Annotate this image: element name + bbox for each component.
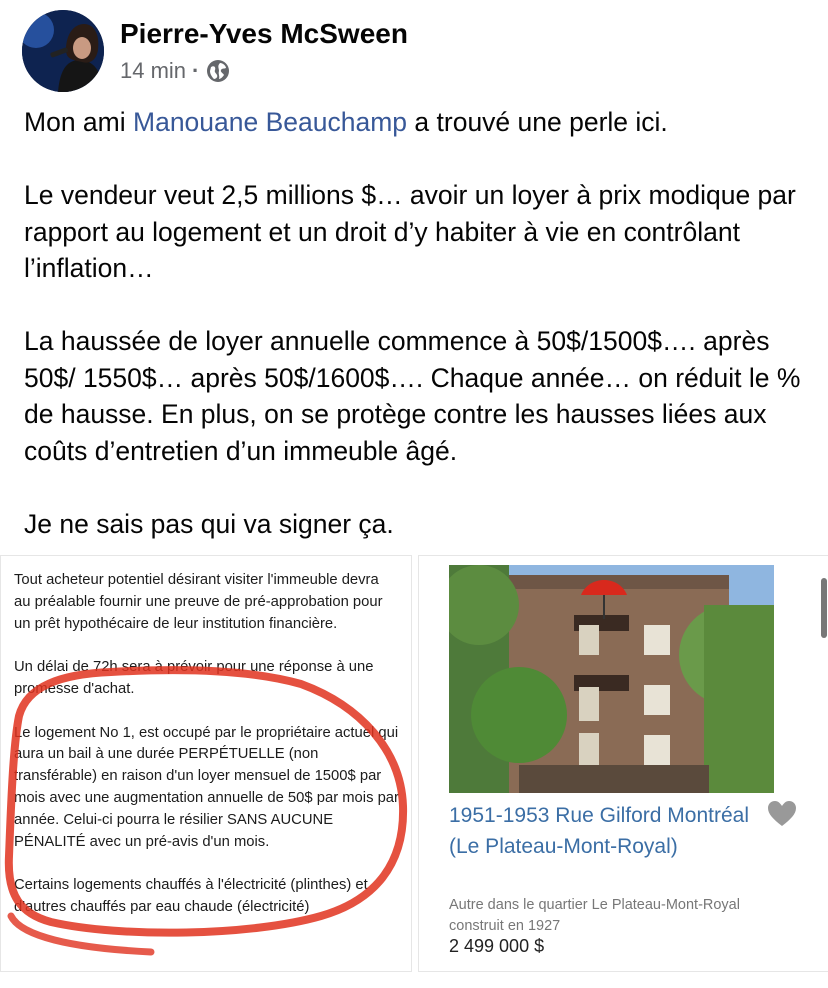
listing-price: 2 499 000 $ xyxy=(449,936,545,956)
post-paragraph-1 xyxy=(24,104,814,141)
building-photo[interactable] xyxy=(449,565,774,793)
meta-separator: · xyxy=(192,58,200,83)
mention-prefix: Mon ami xyxy=(24,107,126,137)
listing-description: Autre dans le quartier Le Plateau-Mont-Royal construit en 1927 xyxy=(449,897,740,934)
globe-icon[interactable] xyxy=(205,58,231,84)
document-paragraph-1: Tout acheteur potentiel désirant visiter l'immeuble devra au préalable fournir une preuve de pré-approbation pour un prêt hypothécaire de leur institution financière. xyxy=(14,572,383,632)
post-paragraph-2: Le vendeur veut 2,5 millions $… avoir un loyer à prix modique par rapport au logement et un droit d’y habiter à vie en contrôlant l’inflation… xyxy=(24,180,796,283)
document-text xyxy=(14,570,399,941)
heart-icon[interactable] xyxy=(767,800,797,828)
author-name[interactable]: Pierre-Yves McSween xyxy=(120,18,408,49)
document-paragraph-4: Certains logements chauffés à l'électricité (plinthes) et d'autres chauffés par eau chaude (électricité) xyxy=(14,877,368,915)
listing-title-link[interactable]: 1951-1953 Rue Gilford Montréal (Le Plateau-Mont-Royal) xyxy=(449,804,750,858)
post-paragraph-3: La haussée de loyer annuelle commence à 50$/1500$…. après 50$/ 1550$… après 50$/1600$…. Chaque année… on réduit le % de hausse. En plus, on se protège contre les hausses liées aux coûts d’entretien d’un immeuble âgé. xyxy=(24,326,801,466)
attachment-listing-card[interactable] xyxy=(418,555,828,972)
post-timestamp[interactable]: 14 min xyxy=(120,58,187,83)
document-paragraph-2: Un délai de 72h sera à prévoir pour une réponse à une promesse d'achat. xyxy=(14,659,374,697)
post-body xyxy=(24,104,814,579)
document-paragraph-3: Le logement No 1, est occupé par le propriétaire actuel qui aura un bail à une durée PERPÉTUELLE (non transférable) en raison d'un loyer mensuel de 1500$ par mois avec une augmentation annuelle de 50$ par mois par année. Celui-ci pourra le résilier SANS AUCUNE PÉNALITÉ avec un pré-avis d'un mois. xyxy=(14,724,399,850)
post-meta xyxy=(120,58,231,84)
post-paragraph-4: Je ne sais pas qui va signer ça. xyxy=(24,508,394,539)
mention-link[interactable]: Manouane Beauchamp xyxy=(133,107,408,137)
attachment-document-image[interactable] xyxy=(0,555,412,972)
scrollbar[interactable] xyxy=(821,578,827,638)
mention-suffix: a trouvé une perle ici. xyxy=(414,107,668,137)
author-avatar[interactable] xyxy=(22,10,104,92)
